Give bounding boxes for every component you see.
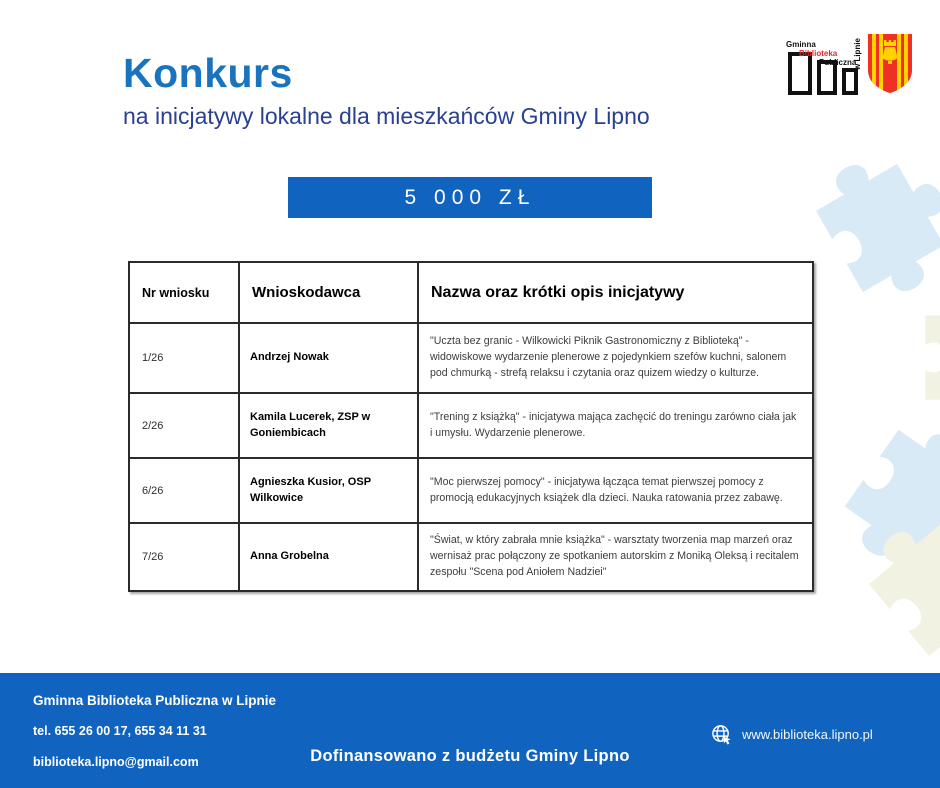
application-number-cell: 1/26 [129, 323, 239, 393]
application-number-cell: 7/26 [129, 523, 239, 591]
description-cell: "Uczta bez granic - Wilkowicki Piknik Gastronomiczny z Biblioteką" - widowiskowe wydarzenie plenerowe z pojedynkiem szefów kuchni, salonem pod chmurką - strefą relaksu i czytania oraz quizem wiedzy o kulturze. [418, 323, 813, 393]
footer-funding-note: Dofinansowano z budżetu Gminy Lipno [310, 747, 630, 765]
description-cell: "Trening z książką" - inicjatywa mająca zachęcić do treningu zarówno ciała jak i umysłu. Wydarzenie plenerowe. [418, 393, 813, 458]
footer-website-url: www.biblioteka.lipno.pl [742, 727, 873, 742]
page-subtitle: na inicjatywy lokalne dla mieszkańców Gminy Lipno [123, 103, 650, 129]
page-title: Konkurs [123, 50, 293, 96]
applications-table [128, 261, 814, 592]
footer-website [710, 723, 873, 746]
applicant-cell: Agnieszka Kusior, OSP Wilkowice [239, 458, 418, 523]
footer-organization: Gminna Biblioteka Publiczna w Lipnie [33, 693, 277, 708]
logo-word: Publiczna [819, 58, 857, 67]
description-cell: "Moc pierwszej pomocy" - inicjatywa łącząca temat pierwszej pomocy z promocją edukacyjnych książek dla dzieci. Nauka ratowania przez zabawę. [418, 458, 813, 523]
footer-email: biblioteka.lipno@gmail.com [33, 755, 199, 769]
table-row [129, 323, 813, 393]
logo-word: Gminna [786, 40, 816, 49]
header-initiative-description: Nazwa oraz krótki opis inicjatywy [418, 262, 813, 323]
logo-word: Biblioteka [799, 49, 838, 58]
header-application-number: Nr wniosku [129, 262, 239, 323]
application-number-cell: 6/26 [129, 458, 239, 523]
footer-phone: tel. 655 26 00 17, 655 34 11 31 [33, 724, 207, 738]
application-number-cell: 2/26 [129, 393, 239, 458]
logo-word: w Lipnie [853, 38, 862, 70]
globe-icon [710, 723, 733, 746]
table-row [129, 393, 813, 458]
table-row [129, 458, 813, 523]
header-applicant: Wnioskodawca [239, 262, 418, 323]
logo-book-shape [788, 52, 812, 95]
logo-book-shape [842, 68, 858, 95]
prize-banner [288, 177, 652, 218]
table-row [129, 523, 813, 591]
description-cell: "Świat, w który zabrała mnie książka" - warsztaty tworzenia map marzeń oraz wernisaż prac połączony ze spotkaniem autorskim z Moniką Oleksą i recitalem zespołu "Scena pod Aniołem Nadziei" [418, 523, 813, 591]
applicant-cell: Andrzej Nowak [239, 323, 418, 393]
applicant-cell: Anna Grobelna [239, 523, 418, 591]
applicant-cell: Kamila Lucerek, ZSP w Goniembicach [239, 393, 418, 458]
table-header-row [129, 262, 813, 323]
coat-of-arms-icon [866, 32, 914, 95]
prize-amount: 5 000 ZŁ [404, 185, 536, 209]
library-logo [781, 32, 865, 98]
footer [0, 673, 940, 788]
